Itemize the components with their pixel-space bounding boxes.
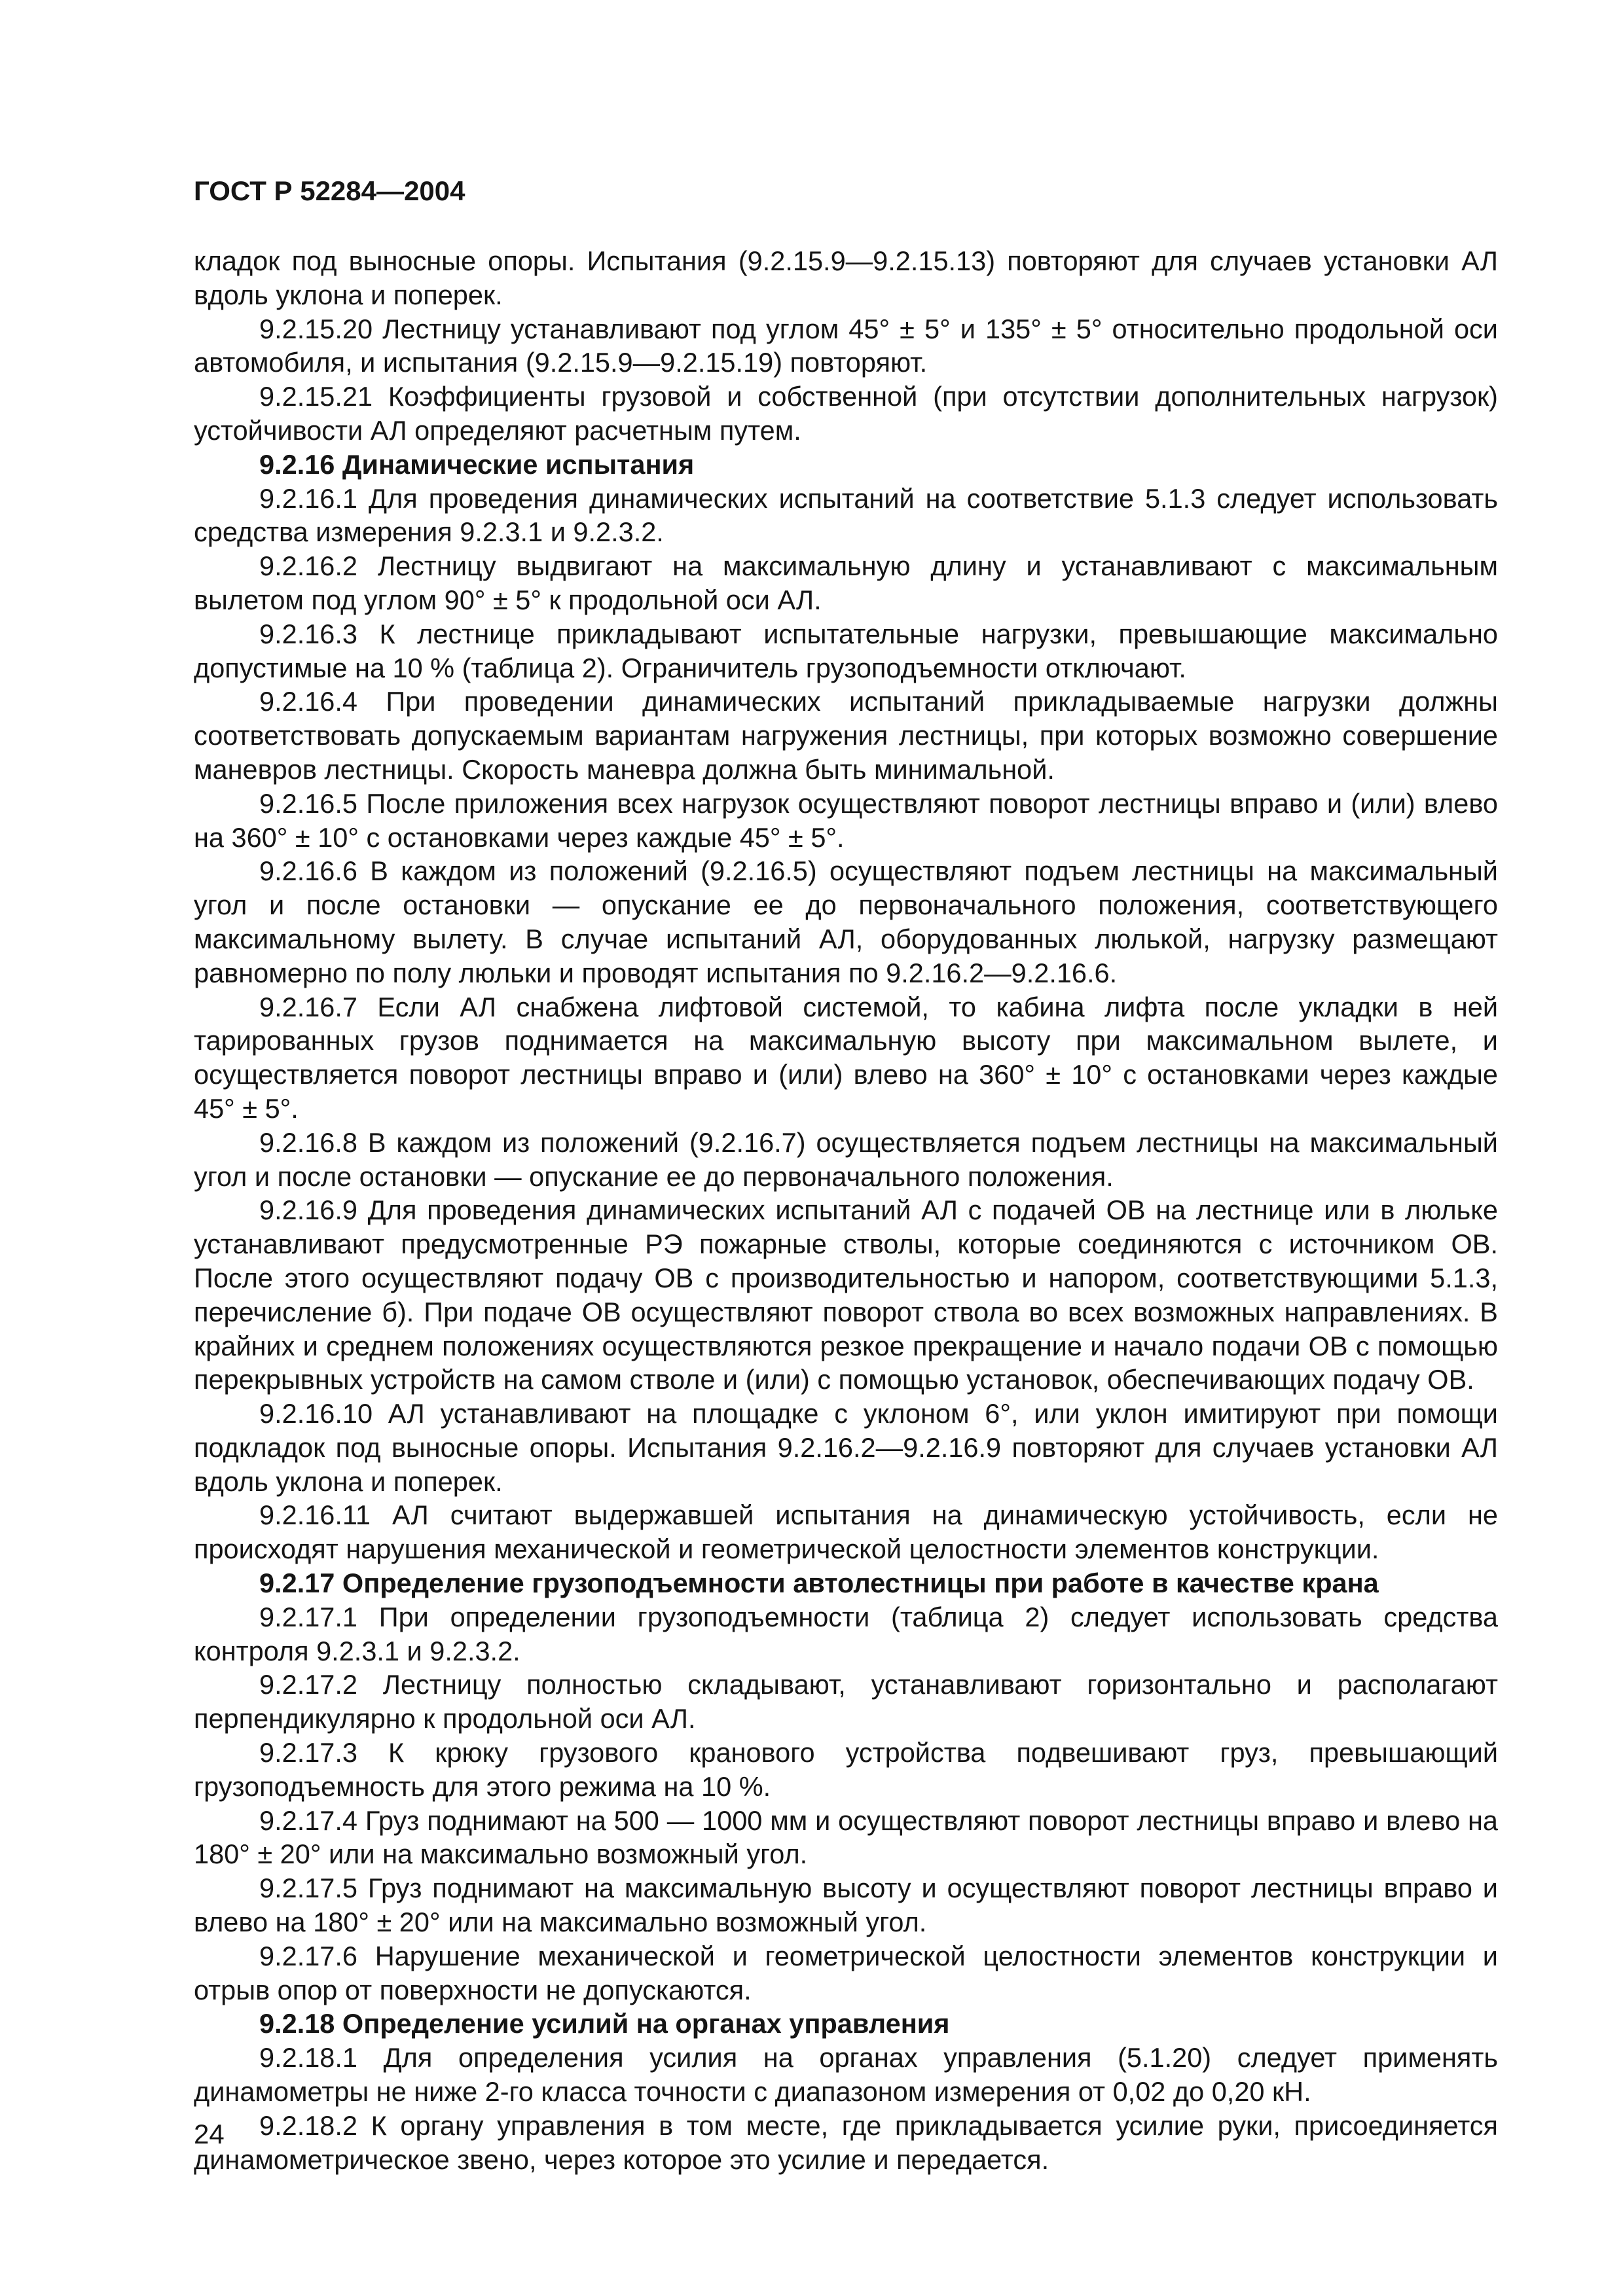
paragraph-9-2-16-3: 9.2.16.3 К лестнице прикладывают испытательные нагрузки, превышающие максимально допустимые на 10 % (таблица 2). Ограничитель грузоподъемности отключают. (194, 618, 1498, 683)
paragraph-9-2-16-11: 9.2.16.11 АЛ считают выдержавшей испытания на динамическую устойчивость, если не происходят нарушения механической и геометрической целостности элементов конструкции. (194, 1499, 1498, 1565)
paragraph-9-2-16-1: 9.2.16.1 Для проведения динамических испытаний на соответствие 5.1.3 следует использовать средства измерения 9.2.3.1 и 9.2.3.2. (194, 482, 1498, 548)
page-number: 24 (194, 2119, 225, 2149)
standard-designation: ГОСТ Р 52284—2004 (194, 175, 465, 206)
paragraph-9-2-15-20: 9.2.15.20 Лестницу устанавливают под углом 45° ± 5° и 135° ± 5° относительно продольной оси автомобиля, и испытания (9.2.15.9—9.2.15.19) повторяют. (194, 313, 1498, 378)
section-heading-9-2-17: 9.2.17 Определение грузоподъемности автолестницы при работе в качестве крана (259, 1568, 1379, 1599)
paragraph-9-2-17-6: 9.2.17.6 Нарушение механической и геометрической целостности элементов конструкции и отрыв опор от поверхности не допускаются. (194, 1940, 1498, 2005)
paragraph-9-2-16-7: 9.2.16.7 Если АЛ снабжена лифтовой системой, то кабина лифта после укладки в ней тарированных грузов поднимается на максимальную высоту при максимальном вылете, и осуществляется поворот лестницы вправо и (или) влево на 360° ± 10° с остановками через каждые 45° ± 5°. (194, 991, 1498, 1124)
document-body (194, 244, 1498, 2176)
paragraph-continuation: кладок под выносные опоры. Испытания (9.2.15.9—9.2.15.13) повторяют для случаев установки АЛ вдоль уклона и поперек. (194, 245, 1498, 310)
paragraph-9-2-17-3: 9.2.17.3 К крюку грузового кранового устройства подвешивают груз, превышающий грузоподъемность для этого режима на 10 %. (194, 1737, 1498, 1802)
paragraph-9-2-16-5: 9.2.16.5 После приложения всех нагрузок осуществляют поворот лестницы вправо и (или) влево на 360° ± 10° с остановками через каждые 45° ± 5°. (194, 787, 1498, 853)
paragraph-9-2-17-5: 9.2.17.5 Груз поднимают на максимальную высоту и осуществляют поворот лестницы вправо и влево на 180° ± 20° или на максимально возможный угол. (194, 1873, 1498, 1938)
paragraph-9-2-17-2: 9.2.17.2 Лестницу полностью складывают, устанавливают горизонтально и располагают перпендикулярно к продольной оси АЛ. (194, 1669, 1498, 1734)
paragraph-9-2-18-1: 9.2.18.1 Для определения усилия на органах управления (5.1.20) следует применять динамометры не ниже 2-го класса точности с диапазоном измерения от 0,02 до 0,20 кН. (194, 2042, 1498, 2108)
paragraph-9-2-18-2: 9.2.18.2 К органу управления в том месте, где прикладывается усилие руки, присоединяется динамометрическое звено, через которое это усилие и передается. (194, 2109, 1498, 2175)
paragraph-9-2-16-9: 9.2.16.9 Для проведения динамических испытаний АЛ с подачей ОВ на лестнице или в люльке устанавливают предусмотренные РЭ пожарные стволы, которые соединяются с источником ОВ. После этого осуществляют подачу ОВ с производительностью и напором, соответствующими 5.1.3, перечисление б). При подаче ОВ осуществляют поворот ствола во всех возможных направлениях. В крайних и среднем положениях осуществляются резкое прекращение и начало подачи ОВ с помощью перекрывных устройств на самом стволе и (или) с помощью установок, обеспечивающих подачу ОВ. (194, 1194, 1498, 1395)
paragraph-9-2-16-10: 9.2.16.10 АЛ устанавливают на площадке с уклоном 6°, или уклон имитируют при помощи подкладок под выносные опоры. Испытания 9.2.16.2—9.2.16.9 повторяют для случаев установки АЛ вдоль уклона и поперек. (194, 1398, 1498, 1497)
paragraph-9-2-17-1: 9.2.17.1 При определении грузоподъемности (таблица 2) следует использовать средства контроля 9.2.3.1 и 9.2.3.2. (194, 1601, 1498, 1666)
paragraph-9-2-15-21: 9.2.15.21 Коэффициенты грузовой и собственной (при отсутствии дополнительных нагрузок) устойчивости АЛ определяют расчетным путем. (194, 381, 1498, 446)
paragraph-9-2-16-8: 9.2.16.8 В каждом из положений (9.2.16.7) осуществляется подъем лестницы на максимальный угол и после остановки — опускание ее до первоначального положения. (194, 1126, 1498, 1192)
paragraph-9-2-16-4: 9.2.16.4 При проведении динамических испытаний прикладываемые нагрузки должны соответствовать допускаемым вариантам нагружения лестницы, при которых возможно совершение маневров лестницы. Скорость маневра должна быть минимальной. (194, 686, 1498, 785)
section-heading-9-2-18: 9.2.18 Определение усилий на органах управления (259, 2008, 950, 2039)
paragraph-9-2-16-6: 9.2.16.6 В каждом из положений (9.2.16.5) осуществляют подъем лестницы на максимальный угол и после остановки — опускание ее до первоначального положения, соответствующего максимальному вылету. В случае испытаний АЛ, оборудованных люлькой, нагрузку размещают равномерно по полу люльки и проводят испытания по 9.2.16.2—9.2.16.6. (194, 855, 1498, 988)
paragraph-9-2-17-4: 9.2.17.4 Груз поднимают на 500 — 1000 мм и осуществляют поворот лестницы вправо и влево на 180° ± 20° или на максимально возможный угол. (194, 1804, 1498, 1870)
section-heading-9-2-16: 9.2.16 Динамические испытания (259, 448, 695, 480)
paragraph-9-2-16-2: 9.2.16.2 Лестницу выдвигают на максимальную длину и устанавливают с максимальным вылетом под углом 90° ± 5° к продольной оси АЛ. (194, 550, 1498, 615)
